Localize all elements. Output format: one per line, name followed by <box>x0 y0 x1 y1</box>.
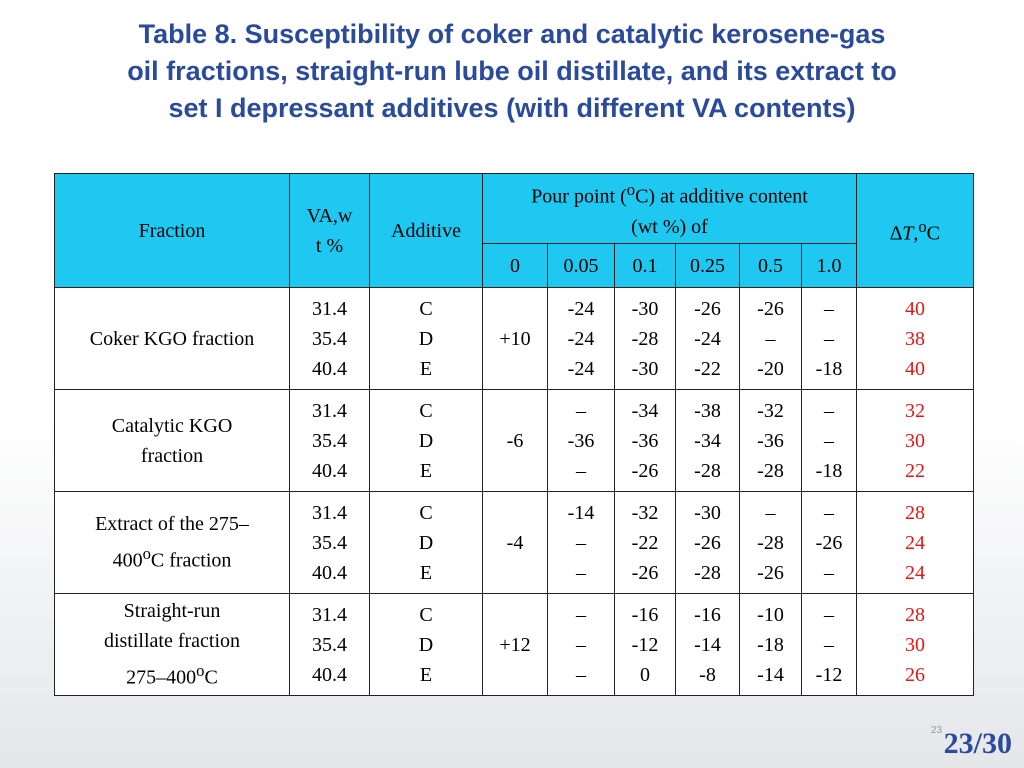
header-content-01: 0.1 <box>615 244 676 288</box>
fraction-cell: Extract of the 275– 400$^o$C fraction <box>55 492 290 594</box>
header-content-005: 0.05 <box>548 244 615 288</box>
pour-0-cell: -4 <box>483 492 548 594</box>
header-content-10: 1.0 <box>802 244 857 288</box>
delta-t-cell: 32 30 22 <box>857 390 974 492</box>
table-row-straight-run <box>55 594 974 696</box>
pour-05-cell: – -28 -26 <box>740 492 802 594</box>
additive-cell: C D E <box>370 594 483 696</box>
additive-cell: C D E <box>370 390 483 492</box>
va-cell: 31.4 35.4 40.4 <box>290 390 370 492</box>
additive-cell: C D E <box>370 492 483 594</box>
pour-10-cell: – -26 – <box>802 492 857 594</box>
pour-10-cell: – – -18 <box>802 288 857 390</box>
delta-t-cell: 28 24 24 <box>857 492 974 594</box>
pour-01-cell: -34 -36 -26 <box>615 390 676 492</box>
pour-05-cell: -26 – -20 <box>740 288 802 390</box>
title-line-1: Table 8. Susceptibility of coker and catalytic kerosene-gas <box>138 19 886 49</box>
va-cell: 31.4 35.4 40.4 <box>290 594 370 696</box>
header-additive: Additive <box>370 174 483 288</box>
pour-10-cell: – – -18 <box>802 390 857 492</box>
pour-01-cell: -16 -12 0 <box>615 594 676 696</box>
pour-005-cell: -14 – – <box>548 492 615 594</box>
va-cell: 31.4 35.4 40.4 <box>290 288 370 390</box>
table-row-extract <box>55 492 974 594</box>
pour-025-cell: -30 -26 -28 <box>676 492 740 594</box>
pour-025-cell: -38 -34 -28 <box>676 390 740 492</box>
va-cell: 31.4 35.4 40.4 <box>290 492 370 594</box>
header-va: VA,w t % <box>290 174 370 288</box>
pour-025-cell: -26 -24 -22 <box>676 288 740 390</box>
table-row-coker <box>55 288 974 390</box>
slide-title <box>0 16 1024 127</box>
pour-025-cell: -16 -14 -8 <box>676 594 740 696</box>
page-number-small: 23 <box>931 725 943 736</box>
page-number: 23/30 <box>943 727 1012 760</box>
header-fraction: Fraction <box>55 174 290 288</box>
fraction-cell: Catalytic KGO fraction <box>55 390 290 492</box>
additive-cell: C D E <box>370 288 483 390</box>
fraction-cell: Straight-run distillate fraction 275–400$^o$C <box>55 594 290 696</box>
data-table <box>54 173 974 696</box>
pour-0-cell: -6 <box>483 390 548 492</box>
pour-05-cell: -32 -36 -28 <box>740 390 802 492</box>
fraction-cell: Coker KGO fraction <box>55 288 290 390</box>
pour-10-cell: – – -12 <box>802 594 857 696</box>
header-content-05: 0.5 <box>740 244 802 288</box>
pour-01-cell: -30 -28 -30 <box>615 288 676 390</box>
header-pour-point: Pour point ($^o$C) at additive content (wt %) of <box>483 174 857 244</box>
pour-01-cell: -32 -22 -26 <box>615 492 676 594</box>
pour-05-cell: -10 -18 -14 <box>740 594 802 696</box>
pour-0-cell: +10 <box>483 288 548 390</box>
header-content-025: 0.25 <box>676 244 740 288</box>
pour-0-cell: +12 <box>483 594 548 696</box>
pour-005-cell: – – – <box>548 594 615 696</box>
header-content-0: 0 <box>483 244 548 288</box>
table-row-catalytic <box>55 390 974 492</box>
pour-005-cell: – -36 – <box>548 390 615 492</box>
header-row-1 <box>55 174 974 244</box>
pour-005-cell: -24 -24 -24 <box>548 288 615 390</box>
delta-t-cell: 28 30 26 <box>857 594 974 696</box>
delta-t-cell: 40 38 40 <box>857 288 974 390</box>
title-line-3: set I depressant additives (with different VA contents) <box>168 93 856 123</box>
title-line-2: oil fractions, straight-run lube oil distillate, and its extract to <box>127 56 897 86</box>
header-delta-t: ∆T,$^o$C <box>857 174 974 288</box>
